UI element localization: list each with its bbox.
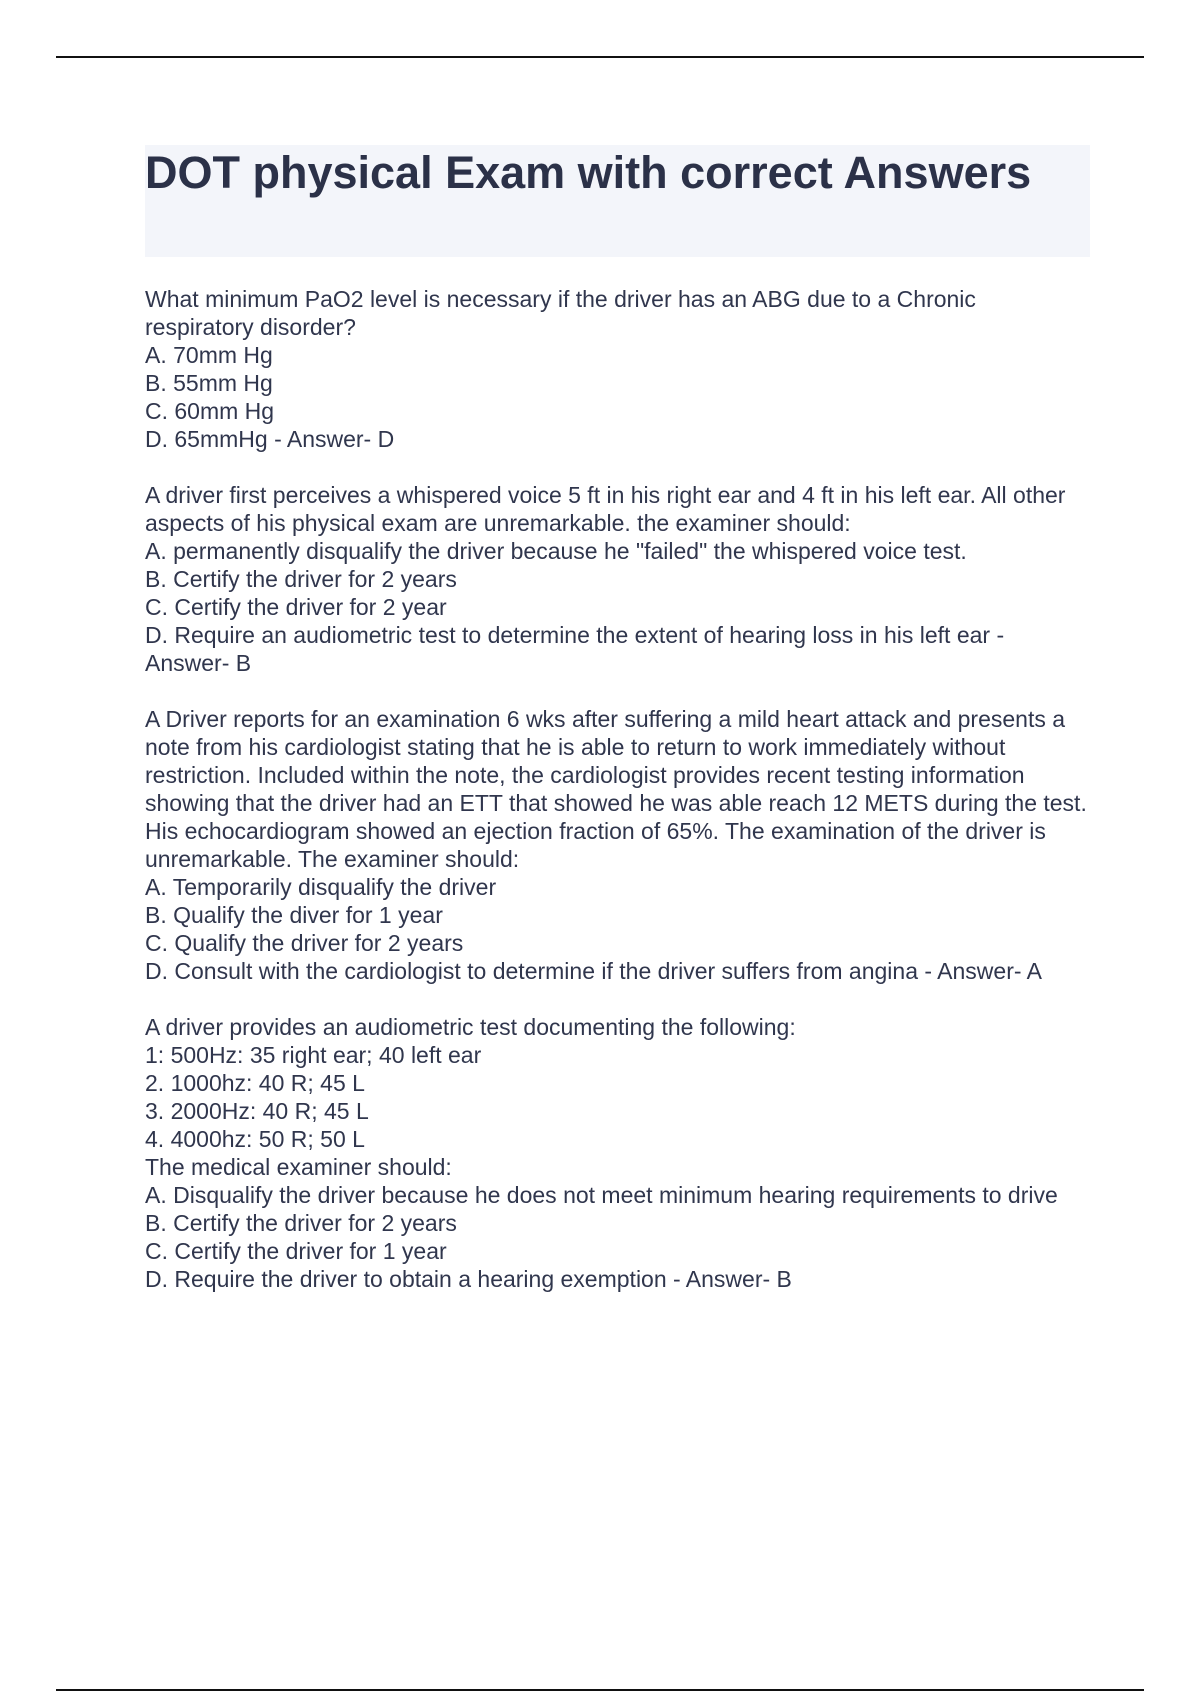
question-text: A driver first perceives a whispered voice 5 ft in his right ear and 4 ft in his left ear. All other aspects of his physical exam are unremarkable. the examiner should: xyxy=(145,482,1066,536)
frequency-row-1: 1: 500Hz: 35 right ear; 40 left ear xyxy=(145,1042,482,1068)
option-b: B. Certify the driver for 2 years xyxy=(145,566,457,592)
question-text: What minimum PaO2 level is necessary if the driver has an ABG due to a Chronic respiratory disorder? xyxy=(145,286,976,340)
frequency-row-2: 2. 1000hz: 40 R; 45 L xyxy=(145,1070,365,1096)
question-4 xyxy=(145,1013,1090,1293)
bottom-rule xyxy=(56,1689,1144,1691)
option-c: C. Certify the driver for 2 year xyxy=(145,594,447,620)
option-a: A. 70mm Hg xyxy=(145,342,273,368)
option-d-answer: D. Require an audiometric test to determine the extent of hearing loss in his left ear - Answer- B xyxy=(145,622,1005,676)
question-prompt: The medical examiner should: xyxy=(145,1154,452,1180)
title-block xyxy=(145,145,1090,257)
option-a: A. permanently disqualify the driver because he "failed" the whispered voice test. xyxy=(145,538,967,564)
option-d-answer: D. Consult with the cardiologist to determine if the driver suffers from angina - Answer- A xyxy=(145,958,1042,984)
frequency-row-4: 4. 4000hz: 50 R; 50 L xyxy=(145,1126,365,1152)
document-body xyxy=(145,145,1090,1321)
option-c: C. Certify the driver for 1 year xyxy=(145,1238,447,1264)
question-text: A driver provides an audiometric test documenting the following: xyxy=(145,1014,796,1040)
question-2 xyxy=(145,481,1090,677)
option-b: B. Certify the driver for 2 years xyxy=(145,1210,457,1236)
option-d-answer: D. 65mmHg - Answer- D xyxy=(145,426,395,452)
top-rule xyxy=(56,56,1144,58)
option-c: C. 60mm Hg xyxy=(145,398,275,424)
question-3 xyxy=(145,705,1090,985)
option-a: A. Temporarily disqualify the driver xyxy=(145,874,497,900)
option-c: C. Qualify the driver for 2 years xyxy=(145,930,464,956)
option-b: B. 55mm Hg xyxy=(145,370,273,396)
frequency-row-3: 3. 2000Hz: 40 R; 45 L xyxy=(145,1098,369,1124)
option-b: B. Qualify the diver for 1 year xyxy=(145,902,443,928)
page-title: DOT physical Exam with correct Answers xyxy=(145,147,1032,198)
question-text: A Driver reports for an examination 6 wks after suffering a mild heart attack and presents a note from his cardiologist stating that he is able to return to work immediately without restriction. Included within the note, the cardiologist provides recent testing information showing that the driver had an ETT that showed he was able reach 12 METS during the test. His echocardiogram showed an ejection fraction of 65%. The examination of the driver is unremarkable. The examiner should: xyxy=(145,706,1087,872)
option-d-answer: D. Require the driver to obtain a hearing exemption - Answer- B xyxy=(145,1266,792,1292)
option-a: A. Disqualify the driver because he does not meet minimum hearing requirements to drive xyxy=(145,1182,1058,1208)
question-1 xyxy=(145,285,1090,453)
